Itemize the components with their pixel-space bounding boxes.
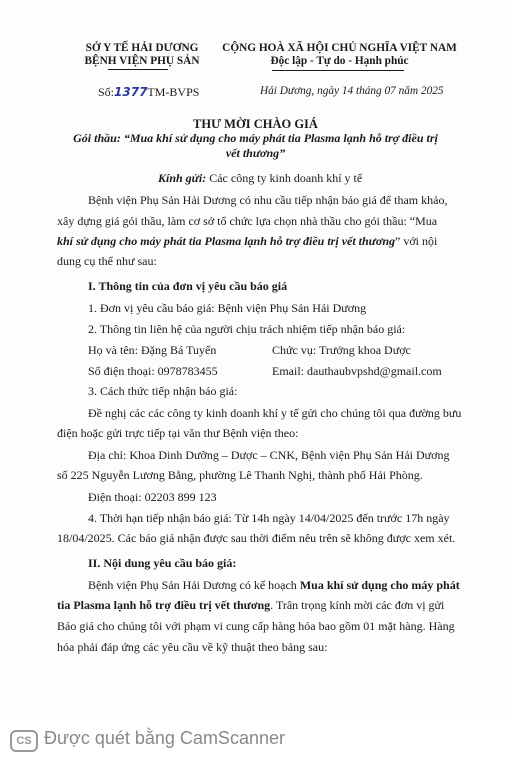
document-number: Số:1377TM-BVPS	[98, 85, 200, 99]
address-line-2: số 225 Nguyễn Lương Bằng, phường Lê Thanh Nghị, thành phố Hải Phòng.	[57, 468, 423, 482]
contact-email: Email: dauthaubvpshd@gmail.com	[272, 364, 442, 378]
contact-name: Họ và tên: Đặng Bá Tuyển	[88, 343, 217, 357]
package-line-2: vết thương”	[225, 146, 286, 160]
address-line-1: Địa chỉ: Khoa Dinh Dưỡng – Dược – CNK, Bệnh viện Phụ Sản Hải Dương	[88, 448, 450, 462]
camscanner-logo-icon: CS	[10, 730, 38, 752]
org-parent: SỞ Y TẾ HẢI DƯƠNG	[85, 42, 199, 54]
contact-phone: Số điện thoại: 0978783455	[88, 364, 218, 378]
national-title: CỘNG HOÀ XÃ HỘI CHỦ NGHĨA VIỆT NAM	[222, 42, 457, 54]
section-1-item-1: 1. Đơn vị yêu cầu báo giá: Bệnh viện Phụ Sản Hải Dương	[88, 301, 367, 315]
intro-line-3: khí sử dụng cho máy phát tia Plasma lạnh hỗ trợ điều trị vết thương” với nội	[57, 234, 438, 248]
org-name: BỆNH VIỆN PHỤ SẢN	[84, 55, 200, 67]
contact-tel: Điện thoại: 02203 899 123	[88, 490, 217, 504]
org-underline	[108, 69, 168, 70]
contact-position: Chức vụ: Trưởng khoa Dược	[272, 343, 411, 357]
request-line-2: điện hoặc gửi trực tiếp tại văn thư Bệnh viện theo:	[57, 426, 299, 440]
section-1-item-4-line-2: 18/04/2025. Các báo giá nhận được sau thời điểm nêu trên sẽ không được xem xét.	[57, 531, 456, 545]
intro-line-1: Bệnh viện Phụ Sản Hải Dương có nhu cầu tiếp nhận báo giá để tham khảo,	[88, 193, 448, 207]
section-2-heading: II. Nội dung yêu cầu báo giá:	[88, 556, 237, 570]
greeting: Kính gửi: Các công ty kinh doanh khí y tế	[158, 171, 363, 185]
section-1-item-3: 3. Cách thức tiếp nhận báo giá:	[88, 384, 238, 398]
scanner-watermark-text: Được quét bằng CamScanner	[44, 728, 285, 748]
handwritten-number: 1377	[114, 85, 148, 99]
motto-underline	[272, 70, 404, 71]
request-line-1: Đề nghị các các công ty kinh doanh khí y tế gửi cho chúng tôi qua đường bưu	[88, 406, 462, 420]
page-title: THƯ MỜI CHÀO GIÁ	[193, 117, 318, 131]
section-2-line-4: hóa phải đáp ứng các yêu cầu về kỹ thuật theo bảng sau:	[57, 640, 328, 654]
intro-line-4: dung cụ thể như sau:	[57, 254, 157, 268]
section-1-item-4-line-1: 4. Thời hạn tiếp nhận báo giá: Từ 14h ngày 14/04/2025 đến trước 17h ngày	[88, 511, 450, 525]
section-1-item-2: 2. Thông tin liên hệ của người chịu trách nhiệm tiếp nhận báo giá:	[88, 322, 406, 336]
national-motto: Độc lập - Tự do - Hạnh phúc	[270, 55, 409, 67]
section-1-heading: I. Thông tin của đơn vị yêu cầu báo giá	[88, 279, 288, 293]
package-line-1: Gói thầu: “Mua khí sử dụng cho máy phát tia Plasma lạnh hỗ trợ điều trị	[73, 131, 438, 145]
section-2-line-2: tia Plasma lạnh hỗ trợ điều trị vết thương. Trân trọng kính mời các đơn vị gửi	[57, 598, 445, 612]
document-date: Hải Dương, ngày 14 tháng 07 năm 2025	[260, 85, 444, 97]
intro-line-2: xây dựng giá gói thầu, làm cơ sở tổ chức lựa chọn nhà thầu cho gói thầu: “Mua	[57, 214, 438, 228]
section-2-line-3: Báo giá cho chúng tôi với phạm vi cung cấp hàng hóa bao gồm 01 mặt hàng. Hàng	[57, 619, 455, 633]
section-2-line-1: Bệnh viện Phụ Sản Hải Dương có kế hoạch Mua khí sử dụng cho máy phát	[88, 578, 460, 592]
